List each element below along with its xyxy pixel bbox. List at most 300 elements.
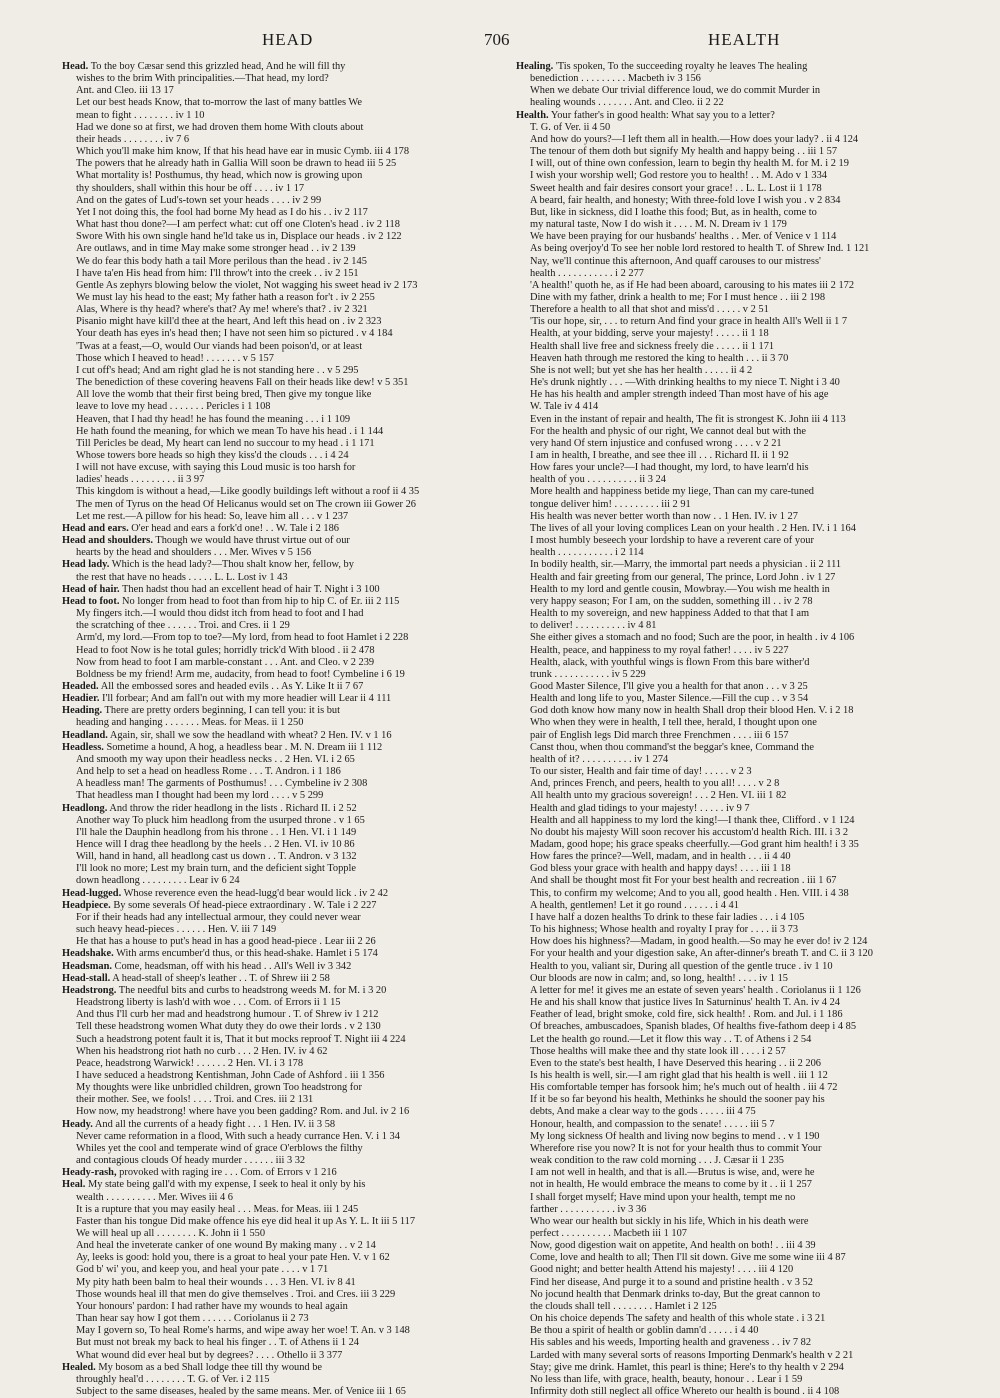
quotation-text: their mother. See, we fools! . . . . Troi. and Cres. iii 2 131	[76, 1094, 314, 1106]
entry-line	[516, 73, 970, 85]
entry-line	[516, 596, 970, 608]
quotation-text: Than hear say how I got them . . . . . . Coriolanus ii 2 73	[76, 1313, 309, 1325]
quotation-text: Yet I not doing this, the fool had borne My head as I do his . . iv 2 117	[76, 206, 368, 218]
quotation-text: to deliver! . . . . . . . . . . iv 4 81	[530, 620, 657, 632]
quotation-text: Wherefore rise you now? It is not for your health thus to commit Your	[530, 1142, 822, 1154]
headword: Heady.	[62, 1118, 93, 1130]
quotation-text: Though we would have thrust virtue out of our	[152, 535, 350, 547]
quotation-text: wishes to the brim With principalities.—That head, my lord?	[76, 73, 329, 85]
quotation-text: Stay; give me drink. Hamlet, this pearl is thine; Here's to thy health v 2 294	[530, 1361, 844, 1373]
entry-line	[62, 815, 509, 827]
entry-line	[516, 268, 970, 280]
quotation-text: I have ta'en His head from him: I'll throw't into the creek . . iv 2 151	[76, 267, 359, 279]
quotation-text: If it be so far beyond his health, Methinks he should the sooner pay his	[530, 1094, 825, 1106]
entry-line	[516, 900, 970, 912]
quotation-text: The lives of all your loving complices Lean on your health . 2 Hen. IV. i 1 164	[530, 522, 856, 534]
entry-line	[516, 693, 970, 705]
quotation-text: We do fear this body hath a tail More perilous than the head . iv 2 145	[76, 255, 367, 267]
quotation-text: Ant. and Cleo. iii 13 17	[76, 85, 174, 97]
quotation-text: Faster than his tongue Did make offence his eye did heal it up As Y. L. It iii 5 117	[76, 1215, 416, 1227]
quotation-text: health . . . . . . . . . . . i 2 277	[530, 267, 644, 279]
quotation-text: tongue deliver him! . . . . . . . . . iii 2 91	[530, 498, 691, 510]
quotation-text: T. G. of Ver. ii 4 50	[530, 121, 611, 133]
quotation-text: My state being gall'd with my expense, I seek to heal it only by his	[85, 1179, 366, 1191]
quotation-text: And throw the rider headlong in the lists . Richard II. i 2 52	[107, 802, 357, 814]
entry-line	[62, 657, 509, 669]
entry-line	[62, 1374, 509, 1386]
quotation-text: Health to my sovereign, and new happiness Added to that that I am	[530, 608, 810, 620]
entry-line	[62, 1082, 509, 1094]
quotation-text: thy shoulders, shall within this hour be off . . . . iv 1 17	[76, 182, 305, 194]
quotation-text: But must not break my back to heal his finger . . T. of Athens ii 1 24	[76, 1337, 360, 1349]
entry-line	[516, 219, 970, 231]
quotation-text: Gentle As zephyrs blowing below the violet, Not wagging his sweet head iv 2 173	[76, 279, 418, 291]
entry-line	[62, 790, 509, 802]
quotation-text: Find her disease, And purge it to a sound and pristine health . v 3 52	[530, 1276, 813, 1288]
quotation-text: Pisanio might have kill'd thee at the heart, And left this head on . iv 2 323	[76, 316, 382, 328]
entry-line	[516, 401, 970, 413]
entry-line	[62, 1264, 509, 1276]
entry-line	[62, 1058, 509, 1070]
quotation-text: Honour, health, and compassion to the senate! . . . . . iii 5 7	[530, 1118, 775, 1130]
entry-line	[62, 948, 509, 960]
quotation-text: That headless man I thought had been my lord . . . . v 5 299	[76, 790, 324, 802]
entry-line	[62, 316, 509, 328]
entry-line	[516, 134, 970, 146]
quotation-text: He and his shall know that justice lives In Saturninus' health T. An. iv 4 24	[530, 997, 840, 1009]
quotation-text: 'Twas at a feast,—O, would Our viands had been poison'd, or at least	[76, 340, 363, 352]
quotation-text: Then hadst thou had an excellent head of hair T. Night i 3 100	[119, 583, 380, 595]
entry-line	[62, 1070, 509, 1082]
quotation-text: I have half a dozen healths To drink to these fair ladies . . . i 4 105	[530, 911, 805, 923]
entry-line	[62, 122, 509, 134]
quotation-text: We will heal up all . . . . . . . . K. John ii 1 550	[76, 1228, 266, 1239]
entry-line	[62, 85, 509, 97]
entry-line	[62, 1362, 509, 1374]
entry-line	[516, 462, 970, 474]
quotation-text: down headlong . . . . . . . . . Lear iv 6 24	[76, 875, 240, 887]
entry-line	[62, 328, 509, 340]
entry-line	[62, 1289, 509, 1301]
headword: Head lady.	[62, 559, 110, 571]
entry-line	[516, 1106, 970, 1118]
quotation-text: debts, And make a clear way to the gods . . . . . iii 4 75	[530, 1106, 756, 1118]
quotation-text: Come, headsman, off with his head . . All's Well iv 3 342	[111, 960, 352, 972]
entry-line	[62, 827, 509, 839]
entry-line	[516, 414, 970, 426]
quotation-text: I'll hale the Dauphin headlong from his throne . . 1 Hen. VI. i 1 149	[76, 826, 357, 838]
quotation-text: When his headstrong riot hath no curb . . . 2 Hen. IV. iv 4 62	[76, 1045, 328, 1057]
entry-line	[62, 110, 509, 122]
quotation-text: Our bloods are now in calm; and, so long, health! . . . . iv 1 15	[530, 972, 788, 984]
entry-line	[62, 1216, 509, 1228]
quotation-text: weak condition to the raw cold morning . . . J. Cæsar ii 1 235	[530, 1155, 784, 1167]
entry-line	[516, 158, 970, 170]
quotation-text: hearts by the head and shoulders . . . Mer. Wives v 5 156	[76, 547, 312, 559]
headword: Head and shoulders.	[62, 535, 153, 547]
quotation-text: Headstrong liberty is lash'd with woe . . . Com. of Errors ii 1 15	[76, 997, 341, 1009]
entry-line	[516, 316, 970, 328]
entry-line	[516, 948, 970, 960]
quotation-text: I wish your worship well; God restore you to health! . . M. Ado v 1 334	[530, 170, 827, 182]
quotation-text: not in health, He would embrace the means to come by it . . ii 1 257	[530, 1179, 812, 1191]
entry-line	[516, 1289, 970, 1301]
quotation-text: More health and happiness betide my liege, Than can my care-tuned	[530, 486, 815, 498]
entry-line	[62, 1337, 509, 1349]
entry-line	[516, 997, 970, 1009]
entry-line	[62, 256, 509, 268]
entry-line	[516, 1204, 970, 1216]
entry-line	[62, 1106, 509, 1118]
quotation-text: Your honours' pardon: I had rather have my wounds to heal again	[76, 1300, 348, 1312]
entry-line	[62, 414, 509, 426]
quotation-text: Are outlaws, and in time May make some stronger head . . iv 2 139	[76, 243, 356, 255]
quotation-text: wealth . . . . . . . . . . Mer. Wives iii 4 6	[76, 1191, 233, 1203]
entry-line	[62, 936, 509, 948]
entry-line	[516, 170, 970, 182]
quotation-text: Good night; and better health Attend his majesty! . . . . iii 4 120	[530, 1264, 794, 1276]
entry-line	[62, 1277, 509, 1289]
entry-line	[62, 219, 509, 231]
entry-line	[62, 584, 509, 596]
quotation-text: Boldness be my friend! Arm me, audacity, from head to foot! Cymbeline i 6 19	[76, 668, 405, 680]
entry-line	[62, 778, 509, 790]
quotation-text: perfect . . . . . . . . . . Macbeth iii 1 107	[530, 1228, 687, 1239]
page-header	[0, 30, 1000, 54]
headword: Headland.	[62, 729, 108, 741]
quotation-text: For if their heads had any intellectual armour, they could never wear	[76, 911, 361, 923]
entry-line	[62, 547, 509, 559]
entry-line	[516, 426, 970, 438]
entry-line	[516, 1313, 970, 1325]
entry-line	[62, 304, 509, 316]
entry-line	[516, 632, 970, 644]
quotation-text: Feather of lead, bright smoke, cold fire, sick health! . Rom. and Jul. i 1 186	[530, 1009, 843, 1021]
headword: Heading.	[62, 705, 103, 717]
entry-line	[62, 377, 509, 389]
entry-line	[516, 766, 970, 778]
quotation-text: the clouds shall tell . . . . . . . . Hamlet i 2 125	[530, 1300, 717, 1312]
entry-line	[62, 839, 509, 851]
quotation-text: Health, peace, and happiness to my royal father! . . . . iv 5 227	[530, 644, 789, 656]
quotation-text: This, to confirm my welcome; And to you all, good health . Hen. VIII. i 4 38	[530, 887, 849, 899]
entry-line	[516, 535, 970, 547]
quotation-text: Dine with my father, drink a health to me; For I must hence . . iii 2 198	[530, 291, 826, 303]
entry-line	[62, 134, 509, 146]
entry-line	[62, 158, 509, 170]
entry-line	[516, 122, 970, 134]
quotation-text: and contagious clouds Of heady murder . . . . . . iii 3 32	[76, 1155, 306, 1167]
headword: Headless.	[62, 741, 104, 753]
quotation-text: Till Pericles be dead, My heart can lend no succour to my head . i 1 171	[76, 437, 375, 449]
quotation-text: 'Tis spoken, To the succeeding royalty he leaves The healing	[553, 61, 808, 72]
quotation-text: the scratching of thee . . . . . . Troi. and Cres. ii 1 29	[76, 620, 290, 632]
entry-line	[62, 1131, 509, 1143]
entry-line	[62, 754, 509, 766]
quotation-text: I'll look no more; Lest my brain turn, and the deficient sight Topple	[76, 863, 356, 875]
entry-line	[516, 754, 970, 766]
entry-line	[62, 523, 509, 535]
headword: Head-lugged.	[62, 887, 122, 899]
entry-line	[62, 353, 509, 365]
entry-line	[516, 620, 970, 632]
quotation-text: When we debate Our trivial difference loud, we do commit Murder in	[530, 85, 821, 97]
quotation-text: What wound did ever heal but by degrees? . . . . Othello ii 3 377	[76, 1349, 343, 1361]
quotation-text: A health, gentlemen! Let it go round . . . . . . i 4 41	[530, 899, 739, 911]
entry-line	[62, 717, 509, 729]
quotation-text: Never came reformation in a flood, With such a heady currance Hen. V. i 1 34	[76, 1130, 400, 1142]
quotation-text: All love the womb that their first being bred, Then give my tongue like	[76, 389, 372, 401]
quotation-text: And help to set a head on headless Rome . . . T. Andron. i 1 186	[76, 766, 341, 778]
quotation-text: Again, sir, shall we sow the headland with wheat? 2 Hen. IV. v 1 16	[107, 729, 392, 741]
right-column	[516, 61, 970, 1398]
entry-line	[62, 1021, 509, 1033]
entry-line	[62, 851, 509, 863]
entry-line	[62, 535, 509, 547]
quotation-text: their heads . . . . . . . . iv 7 6	[76, 133, 190, 145]
entry-line	[516, 559, 970, 571]
entry-line	[62, 1192, 509, 1204]
entry-line	[62, 681, 509, 693]
quotation-text: health of it? . . . . . . . . . . iv 1 274	[530, 753, 669, 765]
page-number: 706	[484, 30, 510, 49]
quotation-text: And on the gates of Lud's-town set your heads . . . . iv 2 99	[76, 194, 322, 206]
entry-line	[62, 1034, 509, 1046]
entry-line	[516, 584, 970, 596]
entry-line	[516, 1094, 970, 1106]
quotation-text: my natural taste, Now I do wish it . . . . M. N. Dream iv 1 179	[530, 219, 787, 231]
entry-line	[62, 1386, 509, 1398]
entry-line	[62, 900, 509, 912]
entry-line	[516, 888, 970, 900]
entry-line	[62, 426, 509, 438]
quotation-text: health of you . . . . . . . . . . ii 3 24	[530, 474, 666, 486]
quotation-text: What hast thou done?—I am perfect what: cut off one Cloten's head . iv 2 118	[76, 219, 400, 231]
quotation-text: My bosom as a bed Shall lodge thee till thy wound be	[95, 1361, 323, 1373]
entry-line	[62, 693, 509, 705]
entry-line	[62, 888, 509, 900]
quotation-text: leave to love my head . . . . . . . Pericles i 1 108	[76, 401, 271, 413]
quotation-text: Whiles yet the cool and temperate wind of grace O'erblows the filthy	[76, 1142, 363, 1154]
entry-line	[516, 1143, 970, 1155]
quotation-text: O'er head and ears a fork'd one! . . W. Tale i 2 186	[128, 522, 339, 534]
entry-line	[516, 146, 970, 158]
entry-line	[516, 1009, 970, 1021]
entry-line	[516, 280, 970, 292]
headword: Head and ears.	[62, 522, 129, 534]
quotation-text: Ay, leeks is good: hold you, there is a groat to heal your pate Hen. V. v 1 62	[76, 1252, 390, 1264]
quotation-text: We have been praying for our husbands' healths . . Mer. of Venice v 1 114	[530, 231, 837, 243]
entry-line	[62, 341, 509, 353]
quotation-text: Had we done so at first, we had droven them home With clouts about	[76, 121, 364, 133]
quotation-text: How does his highness?—Madam, in good health.—So may he ever do! iv 2 124	[530, 936, 868, 948]
quotation-text: Infirmity doth still neglect all office Whereto our health is bound . ii 4 108	[530, 1386, 840, 1398]
entry-line	[62, 1252, 509, 1264]
entry-line	[516, 815, 970, 827]
quotation-text: W. Tale iv 4 414	[530, 401, 599, 413]
quotation-text: There are pretty orders beginning, I can tell you: it is but	[102, 705, 340, 717]
entry-line	[516, 195, 970, 207]
quotation-text: Health, alack, with youthful wings is flown From this bare wither'd	[530, 656, 810, 668]
headword: Headsman.	[62, 960, 112, 972]
entry-line	[516, 256, 970, 268]
quotation-text: Swore With his own single hand he'ld take us in, Displace our heads . iv 2 122	[76, 231, 402, 243]
quotation-text: health . . . . . . . . . . . i 2 114	[530, 547, 644, 559]
left-column	[62, 61, 509, 1398]
quotation-text: The tenour of them doth but signify My health and happy being . . iii 1 57	[530, 146, 838, 158]
quotation-text: the rest that have no heads . . . . . L. L. Lost iv 1 43	[76, 571, 288, 583]
entry-line	[516, 875, 970, 887]
headword: Headpiece.	[62, 899, 111, 911]
entry-line	[516, 1325, 970, 1337]
entry-line	[516, 97, 970, 109]
entry-line	[516, 790, 970, 802]
entry-line	[62, 1204, 509, 1216]
entry-line	[516, 681, 970, 693]
entry-line	[516, 645, 970, 657]
quotation-text: Health and long life to you, Master Silence.—Fill the cup . . v 3 54	[530, 693, 809, 705]
quotation-text: healing wounds . . . . . . . Ant. and Cleo. ii 2 22	[530, 97, 724, 109]
quotation-text: His health was never better worth than now . . 1 Hen. IV. iv 1 27	[530, 510, 798, 522]
entry-line	[516, 1301, 970, 1313]
entry-line	[516, 486, 970, 498]
quotation-text: Health to you, valiant sir, During all question of the gentle truce . iv 1 10	[530, 960, 833, 972]
quotation-text: To our sister, Health and fair time of day! . . . . . v 2 3	[530, 766, 752, 778]
entry-line	[62, 912, 509, 924]
headword: Headier.	[62, 693, 100, 705]
quotation-text: How fares your uncle?—I had thought, my lord, to have learn'd his	[530, 462, 809, 474]
quotation-text: Another way To pluck him headlong from the usurped throne . v 1 65	[76, 814, 365, 826]
entry-line	[516, 839, 970, 851]
headword: Head to foot.	[62, 595, 120, 607]
quotation-text: Whose reverence even the head-lugg'd bear would lick . iv 2 42	[121, 887, 389, 899]
entry-line	[62, 268, 509, 280]
entry-line	[62, 620, 509, 632]
quotation-text: No less than life, with grace, health, beauty, honour . . Lear i 1 59	[530, 1373, 803, 1385]
quotation-text: The needful bits and curbs to headstrong weeds M. for M. i 3 20	[116, 984, 387, 996]
quotation-text: She is not well; but yet she has her health . . . . . ii 4 2	[530, 364, 753, 376]
entry-line	[62, 486, 509, 498]
entry-line	[62, 183, 509, 195]
entry-line	[516, 499, 970, 511]
entry-line	[62, 1009, 509, 1021]
quotation-text: Those which I heaved to head! . . . . . . . v 5 157	[76, 352, 274, 364]
quotation-text: Health, at your bidding, serve your majesty! . . . . . ii 1 18	[530, 328, 769, 340]
quotation-text: Now from head to foot I am marble-constant . . . Ant. and Cleo. v 2 239	[76, 656, 375, 668]
entry-line	[516, 1277, 970, 1289]
entry-line	[516, 742, 970, 754]
entry-line	[516, 1337, 970, 1349]
quotation-text: Arm'd, my lord.—From top to toe?—My lord, from head to foot Hamlet i 2 228	[76, 632, 409, 644]
quotation-text: Now, good digestion wait on appetite, And health on both! . . iii 4 39	[530, 1240, 816, 1252]
quotation-text: For your health and your digestion sake, An after-dinner's breath T. and C. ii 3 120	[530, 948, 873, 960]
quotation-text: Health and all happiness to my lord the king!—I thank thee, Clifford . v 1 124	[530, 814, 855, 826]
entry-line	[62, 474, 509, 486]
entry-line	[516, 778, 970, 790]
entry-line	[516, 1070, 970, 1082]
quotation-text: Be thou a spirit of health or goblin damn'd . . . . . i 4 40	[530, 1325, 759, 1337]
quotation-text: such heavy head-pieces . . . . . . Hen. V. iii 7 149	[76, 924, 277, 936]
entry-line	[516, 1155, 970, 1167]
entry-line	[62, 243, 509, 255]
entry-line	[516, 1374, 970, 1386]
quotation-text: Even in the instant of repair and health, The fit is strongest K. John iii 4 113	[530, 413, 846, 425]
quotation-text: Even to the state's best health, I have Deserved this hearing . . ii 2 206	[530, 1057, 821, 1069]
entry-line	[516, 328, 970, 340]
quotation-text: He has his health and ampler strength indeed Than most have of his age	[530, 389, 829, 401]
quotation-text: throughly heal'd . . . . . . . . T. G. of Ver. i 2 115	[76, 1373, 270, 1385]
quotation-text: provoked with raging ire . . . Com. of Errors v 1 216	[116, 1167, 337, 1179]
quotation-text: Head to foot Now is he total gules; horridly trick'd With blood . ii 2 478	[76, 644, 375, 656]
entry-line	[62, 389, 509, 401]
quotation-text: Is his health is well, sir.—I am right glad that his health is well . iii 1 12	[530, 1069, 828, 1081]
quotation-text: On his choice depends The safety and health of this whole state . i 3 21	[530, 1313, 826, 1325]
quotation-text: My long sickness Of health and living now begins to mend . . v 1 190	[530, 1130, 820, 1142]
entry-line	[62, 1167, 509, 1179]
quotation-text: His sables and his weeds, Importing health and graveness . . iv 7 82	[530, 1337, 812, 1349]
quotation-text: All health unto my gracious sovereign! . . . 2 Hen. VI. iii 1 82	[530, 790, 787, 802]
quotation-text: heading and hanging . . . . . . . Meas. for Meas. ii 1 250	[76, 717, 304, 729]
entry-line	[62, 632, 509, 644]
quotation-text: 'A health!' quoth he, as if He had been aboard, carousing to his mates iii 2 172	[530, 279, 855, 291]
quotation-text: He that has a house to put's head in has a good head-piece . Lear iii 2 26	[76, 936, 376, 948]
entry-line	[516, 803, 970, 815]
quotation-text: Will, hand in hand, all headlong cast us down . . T. Andron. v 3 132	[76, 851, 357, 863]
quotation-text: Such a headstrong potent fault it is, That it but mocks reproof T. Night iii 4 224	[76, 1033, 406, 1045]
entry-line	[516, 183, 970, 195]
entry-line	[516, 450, 970, 462]
quotation-text: Subject to the same diseases, healed by the same means. Mer. of Venice iii 1 65	[76, 1386, 406, 1398]
entry-line	[62, 1179, 509, 1191]
quotation-text: Nay, we'll continue this afternoon, And quaff carouses to our mistress'	[530, 255, 821, 267]
entry-line	[62, 863, 509, 875]
quotation-text: Your father's in good health: What say you to a letter?	[548, 109, 775, 121]
entry-line	[516, 110, 970, 122]
entry-line	[516, 365, 970, 377]
quotation-text: Which you'll make him know, If that his head have ear in music Cymb. iii 4 178	[76, 146, 410, 158]
quotation-text: I cut off's head; And am right glad he is not standing here . . v 5 295	[76, 364, 359, 376]
quotation-text: I have seduced a headstrong Kentishman, John Cade of Ashford . iii 1 356	[76, 1069, 385, 1081]
entry-line	[516, 1386, 970, 1398]
quotation-text: Canst thou, when thou command'st the beggar's knee, Command the	[530, 741, 814, 753]
quotation-text: He's drunk nightly . . . —With drinking healths to my niece T. Night i 3 40	[530, 377, 840, 389]
quotation-text: I will, out of thine own confession, learn to begin thy health M. for M. i 2 19	[530, 158, 849, 170]
entry-line	[62, 170, 509, 182]
entry-line	[62, 596, 509, 608]
quotation-text: I am not well in health, and that is all.—Brutus is wise, and, were he	[530, 1167, 815, 1179]
entry-line	[516, 1350, 970, 1362]
entry-line	[516, 207, 970, 219]
quotation-text: Therefore a health to all that shot and miss'd . . . . . v 2 51	[530, 304, 769, 316]
quotation-text: Alas, Where is thy head? where's that? Ay me! where's that? . iv 2 321	[76, 304, 368, 316]
entry-line	[62, 1350, 509, 1362]
quotation-text: very hand Of stern injustice and confused wrong . . . . v 2 21	[530, 437, 782, 449]
entry-line	[62, 292, 509, 304]
quotation-text: And heal the inveterate canker of one wound By making many . . v 2 14	[76, 1240, 376, 1252]
quotation-text: mean to fight . . . . . . . . iv 1 10	[76, 109, 205, 121]
quotation-text: With arms encumber'd thus, or this head-shake. Hamlet i 5 174	[113, 948, 378, 960]
quotation-text: Sometime a hound, A hog, a headless bear . M. N. Dream iii 1 112	[103, 741, 383, 753]
quotation-text: No jocund health that Denmark drinks to-day, But the great cannon to	[530, 1288, 821, 1300]
quotation-text: And smooth my way upon their headless necks . . 2 Hen. VI. i 2 65	[76, 753, 355, 765]
entry-line	[516, 1252, 970, 1264]
quotation-text: Health shall live free and sickness freely die . . . . . ii 1 171	[530, 340, 775, 352]
entry-line	[516, 961, 970, 973]
quotation-text: Heaven hath through me restored the king to health . . . ii 3 70	[530, 352, 789, 364]
entry-line	[516, 717, 970, 729]
entry-line	[62, 705, 509, 717]
quotation-text: My fingers itch.—I would thou didst itch from head to foot and I had	[76, 608, 364, 620]
